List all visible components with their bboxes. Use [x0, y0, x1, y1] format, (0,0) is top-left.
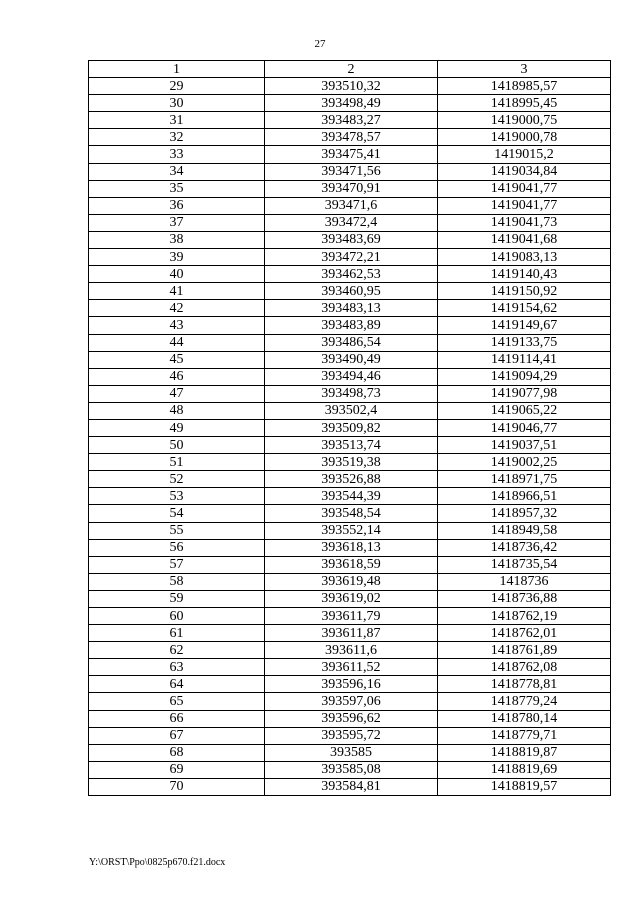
point-number-cell: 49	[89, 419, 265, 436]
coordinate-y-cell: 1419000,78	[438, 129, 611, 146]
coordinate-y-cell: 1419041,77	[438, 197, 611, 214]
point-number-cell: 62	[89, 642, 265, 659]
table-row	[89, 778, 611, 795]
point-number-cell: 39	[89, 249, 265, 266]
coordinate-y-cell: 1418966,51	[438, 488, 611, 505]
point-number-cell: 53	[89, 488, 265, 505]
coordinate-y-cell: 1418971,75	[438, 471, 611, 488]
table-row	[89, 385, 611, 402]
coordinate-y-cell: 1418819,69	[438, 761, 611, 778]
table-row	[89, 556, 611, 573]
coordinate-y-cell: 1419000,75	[438, 112, 611, 129]
point-number-cell: 40	[89, 266, 265, 283]
table-row	[89, 505, 611, 522]
footer-file-path: Y:\ORST\Ppo\0825p670.f21.docx	[89, 857, 226, 868]
point-number-cell: 29	[89, 78, 265, 95]
table-row	[89, 608, 611, 625]
point-number-cell: 44	[89, 334, 265, 351]
coordinate-x-cell: 393498,73	[265, 385, 438, 402]
page-number: 27	[314, 38, 326, 50]
point-number-cell: 33	[89, 146, 265, 163]
table-row	[89, 659, 611, 676]
table-row	[89, 129, 611, 146]
table-row	[89, 112, 611, 129]
coordinate-y-cell: 1419094,29	[438, 368, 611, 385]
point-number-cell: 55	[89, 522, 265, 539]
coordinate-x-cell: 393483,89	[265, 317, 438, 334]
coordinate-y-cell: 1419002,25	[438, 454, 611, 471]
coordinate-y-cell: 1419083,13	[438, 249, 611, 266]
column-header-1: 1	[89, 61, 265, 78]
coordinate-x-cell: 393478,57	[265, 129, 438, 146]
coordinate-y-cell: 1418779,24	[438, 693, 611, 710]
table-row	[89, 573, 611, 590]
table-row	[89, 727, 611, 744]
coordinate-y-cell: 1418761,89	[438, 642, 611, 659]
table-row	[89, 402, 611, 419]
coordinate-x-cell: 393498,49	[265, 95, 438, 112]
point-number-cell: 60	[89, 608, 265, 625]
point-number-cell: 32	[89, 129, 265, 146]
coordinate-x-cell: 393596,62	[265, 710, 438, 727]
table-row	[89, 454, 611, 471]
point-number-cell: 48	[89, 402, 265, 419]
coordinate-x-cell: 393510,32	[265, 78, 438, 95]
coordinate-y-cell: 1419150,92	[438, 283, 611, 300]
coordinate-x-cell: 393544,39	[265, 488, 438, 505]
coordinate-x-cell: 393519,38	[265, 454, 438, 471]
coordinate-x-cell: 393471,56	[265, 163, 438, 180]
coordinate-y-cell: 1418735,54	[438, 556, 611, 573]
coordinate-x-cell: 393548,54	[265, 505, 438, 522]
point-number-cell: 61	[89, 625, 265, 642]
coordinate-y-cell: 1419065,22	[438, 402, 611, 419]
table-row	[89, 590, 611, 607]
table-row	[89, 761, 611, 778]
coordinate-x-cell: 393470,91	[265, 180, 438, 197]
coordinate-y-cell: 1418780,14	[438, 710, 611, 727]
coordinate-x-cell: 393618,13	[265, 539, 438, 556]
coordinate-x-cell: 393584,81	[265, 778, 438, 795]
point-number-cell: 70	[89, 778, 265, 795]
table-row	[89, 231, 611, 248]
coordinate-x-cell: 393611,79	[265, 608, 438, 625]
coordinate-x-cell: 393552,14	[265, 522, 438, 539]
point-number-cell: 67	[89, 727, 265, 744]
point-number-cell: 51	[89, 454, 265, 471]
coordinate-x-cell: 393494,46	[265, 368, 438, 385]
point-number-cell: 57	[89, 556, 265, 573]
table-row	[89, 710, 611, 727]
point-number-cell: 43	[89, 317, 265, 334]
table-row	[89, 693, 611, 710]
coordinate-x-cell: 393596,16	[265, 676, 438, 693]
table-row	[89, 642, 611, 659]
table-row	[89, 163, 611, 180]
table-row	[89, 351, 611, 368]
coordinate-y-cell: 1419077,98	[438, 385, 611, 402]
coordinate-x-cell: 393513,74	[265, 437, 438, 454]
coordinate-y-cell: 1419133,75	[438, 334, 611, 351]
coordinate-x-cell: 393509,82	[265, 419, 438, 436]
coordinate-x-cell: 393597,06	[265, 693, 438, 710]
point-number-cell: 68	[89, 744, 265, 761]
coordinate-x-cell: 393460,95	[265, 283, 438, 300]
table-row	[89, 625, 611, 642]
column-header-2: 2	[265, 61, 438, 78]
coordinate-x-cell: 393611,52	[265, 659, 438, 676]
table-header-row	[89, 61, 611, 78]
coordinate-x-cell: 393490,49	[265, 351, 438, 368]
coordinate-y-cell: 1419041,77	[438, 180, 611, 197]
column-header-3: 3	[438, 61, 611, 78]
point-number-cell: 37	[89, 214, 265, 231]
point-number-cell: 30	[89, 95, 265, 112]
table-row	[89, 522, 611, 539]
coordinate-x-cell: 393483,27	[265, 112, 438, 129]
point-number-cell: 47	[89, 385, 265, 402]
coordinate-y-cell: 1419015,2	[438, 146, 611, 163]
coordinate-y-cell: 1419114,41	[438, 351, 611, 368]
point-number-cell: 65	[89, 693, 265, 710]
coordinate-y-cell: 1418736	[438, 573, 611, 590]
table-row	[89, 488, 611, 505]
point-number-cell: 56	[89, 539, 265, 556]
point-number-cell: 59	[89, 590, 265, 607]
coordinate-x-cell: 393611,6	[265, 642, 438, 659]
coordinate-x-cell: 393526,88	[265, 471, 438, 488]
point-number-cell: 54	[89, 505, 265, 522]
table-row	[89, 539, 611, 556]
coordinate-y-cell: 1418985,57	[438, 78, 611, 95]
table-row	[89, 317, 611, 334]
coordinate-y-cell: 1418957,32	[438, 505, 611, 522]
coordinate-x-cell: 393619,02	[265, 590, 438, 607]
table-row	[89, 437, 611, 454]
coordinate-x-cell: 393475,41	[265, 146, 438, 163]
coordinate-y-cell: 1418762,19	[438, 608, 611, 625]
table-row	[89, 334, 611, 351]
coordinate-y-cell: 1418949,58	[438, 522, 611, 539]
point-number-cell: 63	[89, 659, 265, 676]
coordinate-x-cell: 393585	[265, 744, 438, 761]
point-number-cell: 34	[89, 163, 265, 180]
table-row	[89, 95, 611, 112]
coordinate-y-cell: 1418762,08	[438, 659, 611, 676]
coordinate-y-cell: 1419140,43	[438, 266, 611, 283]
point-number-cell: 58	[89, 573, 265, 590]
point-number-cell: 35	[89, 180, 265, 197]
table-row	[89, 300, 611, 317]
coordinate-x-cell: 393483,13	[265, 300, 438, 317]
coordinate-y-cell: 1418736,88	[438, 590, 611, 607]
table-row	[89, 146, 611, 163]
coordinate-x-cell: 393611,87	[265, 625, 438, 642]
table-row	[89, 676, 611, 693]
coordinate-x-cell: 393619,48	[265, 573, 438, 590]
coordinate-y-cell: 1418778,81	[438, 676, 611, 693]
coordinate-x-cell: 393486,54	[265, 334, 438, 351]
table-row	[89, 266, 611, 283]
table-header	[89, 61, 611, 78]
coordinate-x-cell: 393585,08	[265, 761, 438, 778]
coordinate-y-cell: 1419154,62	[438, 300, 611, 317]
coordinate-y-cell: 1418736,42	[438, 539, 611, 556]
point-number-cell: 69	[89, 761, 265, 778]
coordinate-y-cell: 1419149,67	[438, 317, 611, 334]
coordinate-y-cell: 1419041,68	[438, 231, 611, 248]
point-number-cell: 46	[89, 368, 265, 385]
table-row	[89, 214, 611, 231]
point-number-cell: 50	[89, 437, 265, 454]
coordinate-y-cell: 1419046,77	[438, 419, 611, 436]
coordinate-y-cell: 1419041,73	[438, 214, 611, 231]
table-row	[89, 78, 611, 95]
coordinate-x-cell: 393472,21	[265, 249, 438, 266]
coordinates-table	[88, 60, 611, 796]
point-number-cell: 64	[89, 676, 265, 693]
point-number-cell: 45	[89, 351, 265, 368]
point-number-cell: 42	[89, 300, 265, 317]
table-row	[89, 180, 611, 197]
coordinate-y-cell: 1418819,87	[438, 744, 611, 761]
coordinate-x-cell: 393462,53	[265, 266, 438, 283]
coordinate-y-cell: 1418995,45	[438, 95, 611, 112]
table-row	[89, 283, 611, 300]
table-row	[89, 744, 611, 761]
table-row	[89, 471, 611, 488]
coordinate-x-cell: 393502,4	[265, 402, 438, 419]
table-row	[89, 368, 611, 385]
point-number-cell: 36	[89, 197, 265, 214]
table-body	[89, 78, 611, 796]
table-row	[89, 249, 611, 266]
coordinate-y-cell: 1418779,71	[438, 727, 611, 744]
coordinate-x-cell: 393471,6	[265, 197, 438, 214]
coordinate-x-cell: 393618,59	[265, 556, 438, 573]
point-number-cell: 38	[89, 231, 265, 248]
table-row	[89, 197, 611, 214]
coordinate-x-cell: 393595,72	[265, 727, 438, 744]
coordinate-x-cell: 393472,4	[265, 214, 438, 231]
coordinate-y-cell: 1419037,51	[438, 437, 611, 454]
coordinate-x-cell: 393483,69	[265, 231, 438, 248]
table-row	[89, 419, 611, 436]
point-number-cell: 31	[89, 112, 265, 129]
coordinate-y-cell: 1419034,84	[438, 163, 611, 180]
point-number-cell: 41	[89, 283, 265, 300]
point-number-cell: 66	[89, 710, 265, 727]
point-number-cell: 52	[89, 471, 265, 488]
coordinate-y-cell: 1418819,57	[438, 778, 611, 795]
coordinate-y-cell: 1418762,01	[438, 625, 611, 642]
